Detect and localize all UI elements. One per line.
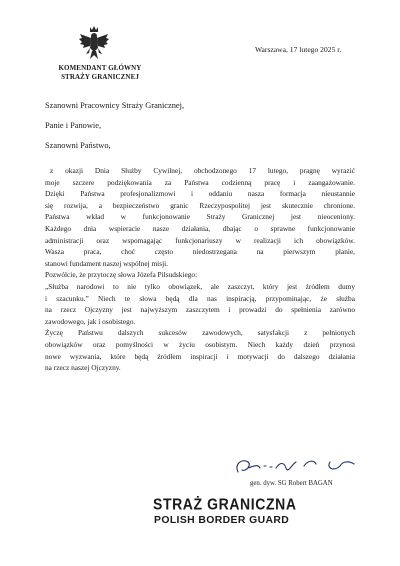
body-line: Pozwólcie, że przytoczę słowa Józefa Piłsudskiego: bbox=[45, 270, 198, 280]
office-line-1: KOMENDANT GŁÓWNY bbox=[58, 64, 142, 72]
letter-body bbox=[45, 165, 355, 374]
body-line: administracji oraz wspomagając funkcjonariuszy w realizacji ich obowiązków. bbox=[45, 235, 355, 245]
letter-date: Warszawa, 17 lutego 2025 r. bbox=[255, 45, 342, 54]
body-line: stanowi fundament naszej wspólnej misji. bbox=[45, 258, 168, 268]
brand-name-english: POLISH BORDER GUARD bbox=[154, 515, 290, 526]
body-line: zawodowego, jak i osobistego. bbox=[45, 316, 136, 326]
body-line: się rozwija, a bezpieczeństwo granic Rzeczypospolitej jest skutecznie chronione. bbox=[45, 200, 355, 210]
body-line: i szacunku.” Niech te słowa będą dla nas inspiracją, przypominając, że służba bbox=[45, 293, 355, 303]
polish-eagle-emblem-icon bbox=[77, 24, 111, 62]
salutation-line: Panie i Panowie, bbox=[45, 121, 102, 130]
body-line: na rzecz Ojczyzny jest najwyższym zaszczytem i prowadzi do spełnienia zarówno bbox=[45, 305, 355, 315]
signatory-name: gen. dyw. SG Robert BAGAN bbox=[250, 480, 333, 487]
salutation-line: Szanowni Pracownicy Straży Granicznej, bbox=[45, 101, 185, 110]
issuing-office bbox=[58, 64, 142, 81]
body-line: z okazji Dnia Służby Cywilnej, obchodzonego 17 lutego, pragnę wyrazić bbox=[50, 166, 355, 175]
salutations bbox=[45, 96, 184, 156]
body-line: obowiązków oraz pomyślności w życiu osobistym. Niech każdy dzień przynosi bbox=[45, 339, 355, 349]
body-line: Wasza praca, choć często niedostrzegana na pierwszym planie, bbox=[45, 247, 355, 257]
body-line: „Służba narodowi to nie tylko obowiązek, ale zaszczyt, który jest źródłem dumy bbox=[45, 281, 355, 291]
office-line-2: STRAŻY GRANICZNEJ bbox=[61, 72, 139, 81]
body-line: moje szczere podziękowania za Państwa codzienną pracę i zaangażowanie. bbox=[45, 177, 355, 187]
body-line: Życzę Państwu dalszych sukcesów zawodowych, satysfakcji z pełnionych bbox=[45, 328, 355, 338]
body-line: na rzecz naszej Ojczyzny. bbox=[45, 363, 121, 373]
body-line: nowe wyzwania, które będą źródłem inspiracji i motywacji do dalszego działania bbox=[45, 351, 355, 361]
salutation-line: Szanowni Państwo, bbox=[45, 141, 111, 150]
brand-name-polish: STRAŻ GRANICZNA bbox=[153, 495, 297, 513]
body-line: Dzięki Państwa profesjonalizmowi i oddaniu nasza formacja nieustannie bbox=[45, 189, 355, 199]
body-line: Państwa wkład w funkcjonowanie Straży Granicznej jest nieoceniony. bbox=[45, 212, 355, 222]
body-line: Każdego dnia wspieracie nasze działania, dbając o sprawne funkcjonowanie bbox=[45, 223, 355, 233]
